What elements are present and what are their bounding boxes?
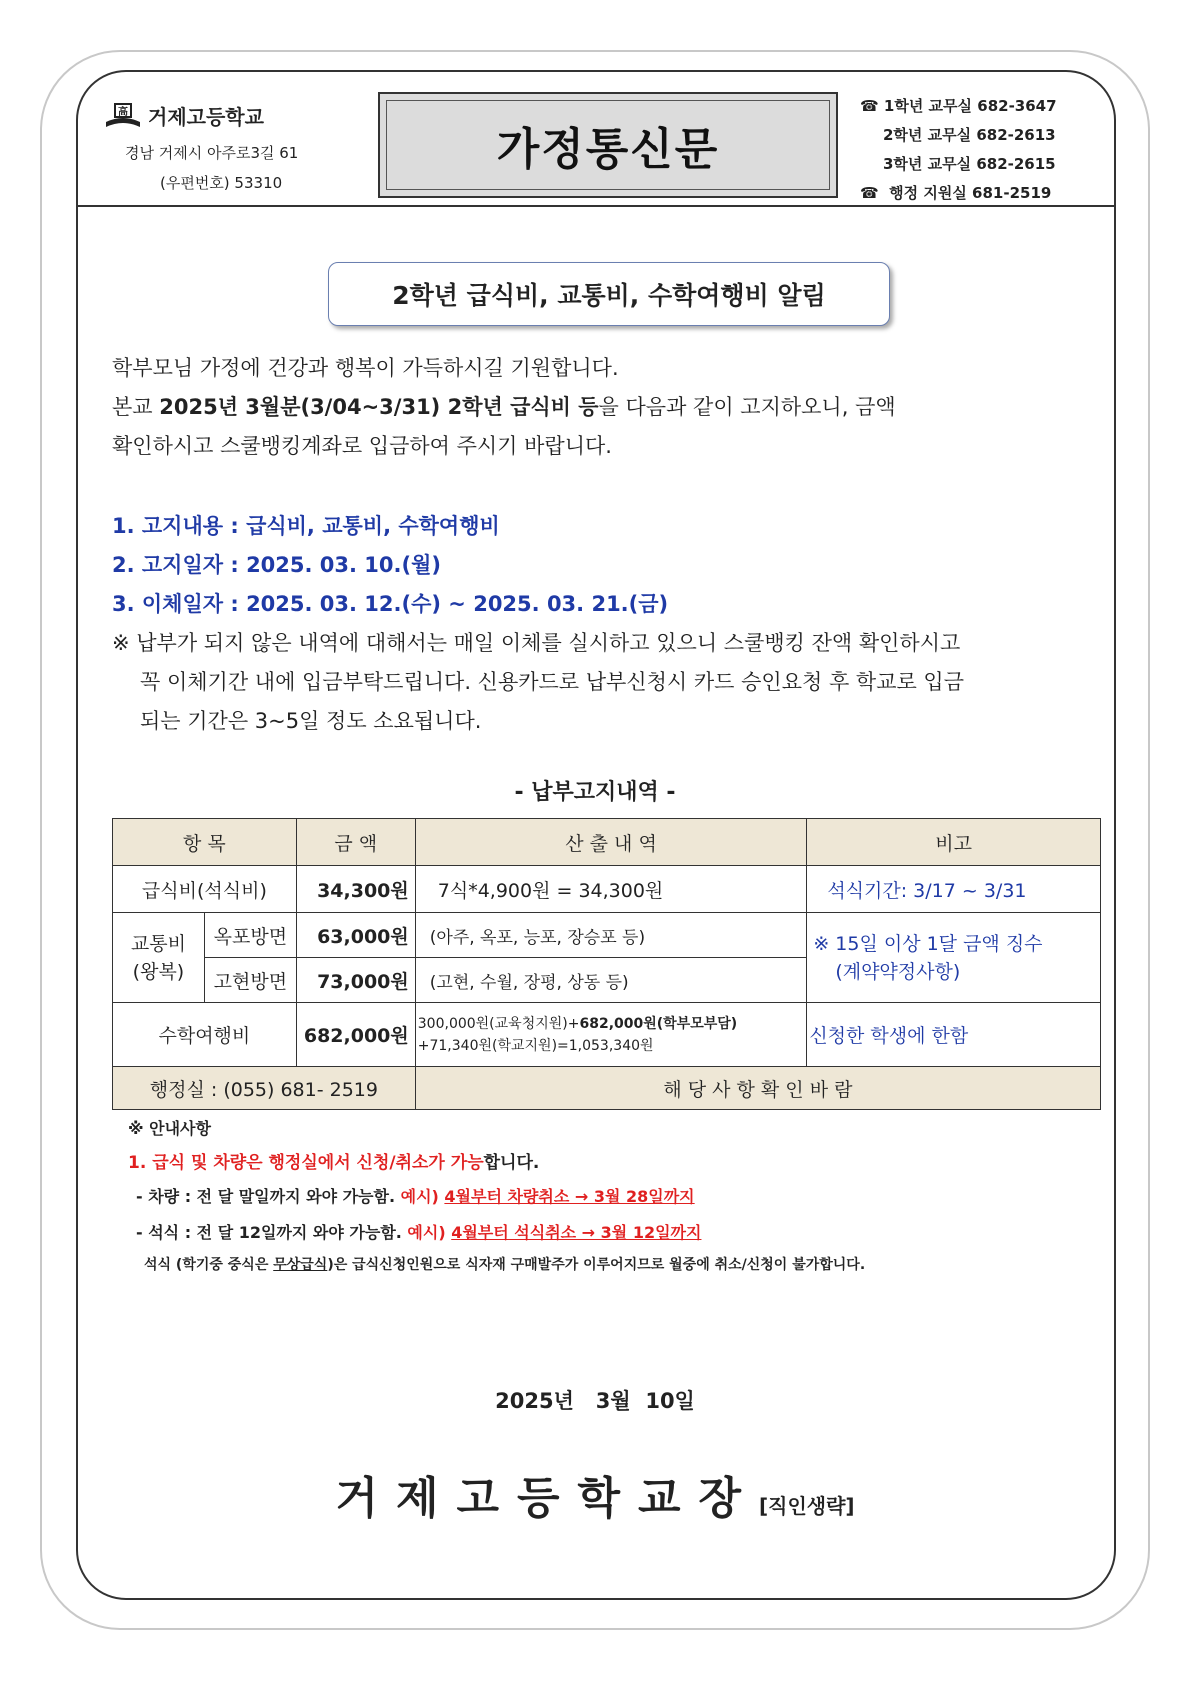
phone-icon: ☎ [860, 97, 879, 115]
guide-fine-print: 석식 (학기중 중식은 무상급식)은 급식신청인원으로 식자재 구매발주가 이루어지므로 월중에 취소/신청이 불가합니다. [144, 1257, 866, 1273]
guide-title: ※ 안내사항 [128, 1119, 211, 1138]
cell-calc: 300,000원(교육청지원)+682,000원(학부모부담) +71,340원(학교지원)=1,053,340원 [415, 1003, 807, 1067]
phone-line: 2학년 교무실 682-2613 [883, 126, 1056, 144]
phone-line: 3학년 교무실 682-2615 [883, 155, 1056, 173]
guide-line: 1. 급식 및 차량은 행정실에서 신청/취소가 가능합니다. [128, 1153, 540, 1173]
note-line: ※ 납부가 되지 않은 내역에 대해서는 매일 이체를 실시하고 있으니 스쿨뱅킹 잔액 확인하시고 [112, 631, 961, 655]
table-title: - 납부고지내역 - [514, 780, 676, 805]
col-header: 항 목 [113, 819, 297, 866]
cell-amount: 73,000원 [296, 958, 415, 1003]
cell-item: 수학여행비 [113, 1003, 297, 1067]
school-name: 거제고등학교 [148, 104, 264, 129]
cell-calc: (아주, 옥포, 능포, 장승포 등) [415, 913, 807, 958]
cell-calc: 7식*4,900원 = 34,300원 [415, 866, 807, 913]
table-header-row [113, 819, 1101, 866]
table-row [113, 913, 1101, 958]
note-line: 꼭 이체기간 내에 입금부탁드립니다. 신용카드로 납부신청시 카드 승인요청 후 학교로 입금 [140, 670, 965, 694]
cell-item: 교통비 (왕복) [113, 913, 205, 1003]
note-line: 되는 기간은 3~5일 정도 소요됩니다. [140, 709, 482, 733]
school-header [104, 100, 264, 130]
footer-confirm: 해 당 사 항 확 인 바 람 [415, 1067, 1100, 1110]
intro-line: 학부모님 가정에 건강과 행복이 가득하시길 기원합니다. [112, 356, 619, 380]
cell-item: 급식비(석식비) [113, 866, 297, 913]
cell-subitem: 옥포방면 [204, 913, 296, 958]
school-postal: (우편번호) 53310 [160, 174, 283, 192]
cell-amount: 63,000원 [296, 913, 415, 958]
page-title: 가정통신문 [496, 124, 720, 175]
signature [0, 1462, 1190, 1526]
cell-amount: 682,000원 [296, 1003, 415, 1067]
notice-item: 3. 이체일자 : 2025. 03. 12.(수) ~ 2025. 03. 21.(금) [112, 592, 669, 616]
table-footer-row [113, 1067, 1101, 1110]
intro-line: 본교 2025년 3월분(3/04~3/31) 2학년 급식비 등을 다음과 같이 고지하오니, 금액 [112, 395, 896, 419]
principal-name: 거제고등학교장 [335, 1473, 759, 1524]
col-header: 비고 [807, 819, 1101, 866]
table-row [113, 1003, 1101, 1067]
fee-table [112, 818, 1101, 1110]
cell-calc: (고현, 수월, 장평, 상동 등) [415, 958, 807, 1003]
seal-omitted: [직인생략] [758, 1494, 855, 1518]
phone-line: ☎ 행정 지원실 681-2519 [860, 184, 1052, 202]
cell-note: 석식기간: 3/17 ~ 3/31 [807, 866, 1101, 913]
notice-item: 1. 고지내용 : 급식비, 교통비, 수학여행비 [112, 514, 500, 538]
issue-date: 2025년 3월 10일 [495, 1389, 695, 1413]
phone-line: ☎ 1학년 교무실 682-3647 [860, 97, 1057, 115]
cell-amount: 34,300원 [296, 866, 415, 913]
phone-icon: ☎ [860, 184, 879, 202]
cell-note: ※ 15일 이상 1달 금액 징수 (계약약정사항) [807, 913, 1101, 1003]
cell-subitem: 고현방면 [204, 958, 296, 1003]
guide-line: - 석식 : 전 달 12일까지 와야 가능함. 예시) 4월부터 석식취소 → 3월 12일까지 [136, 1223, 702, 1242]
col-header: 금 액 [296, 819, 415, 866]
phone-list [860, 92, 1057, 208]
guide-line: - 차량 : 전 달 말일까지 와야 가능함. 예시) 4월부터 차량취소 → 3월 28일까지 [136, 1187, 695, 1206]
notice-title: 2학년 급식비, 교통비, 수학여행비 알림 [328, 262, 890, 326]
col-header: 산 출 내 역 [415, 819, 807, 866]
cell-note: 신청한 학생에 한함 [807, 1003, 1101, 1067]
title-box [378, 92, 838, 198]
table-row [113, 866, 1101, 913]
intro-line: 확인하시고 스쿨뱅킹계좌로 입금하여 주시기 바랍니다. [112, 434, 612, 458]
school-logo-icon [104, 100, 142, 130]
svg-text:高: 高 [118, 107, 128, 118]
footer-contact: 행정실 : (055) 681- 2519 [113, 1067, 416, 1110]
school-address: 경남 거제시 아주로3길 61 [125, 144, 299, 162]
notice-item: 2. 고지일자 : 2025. 03. 10.(월) [112, 553, 441, 577]
